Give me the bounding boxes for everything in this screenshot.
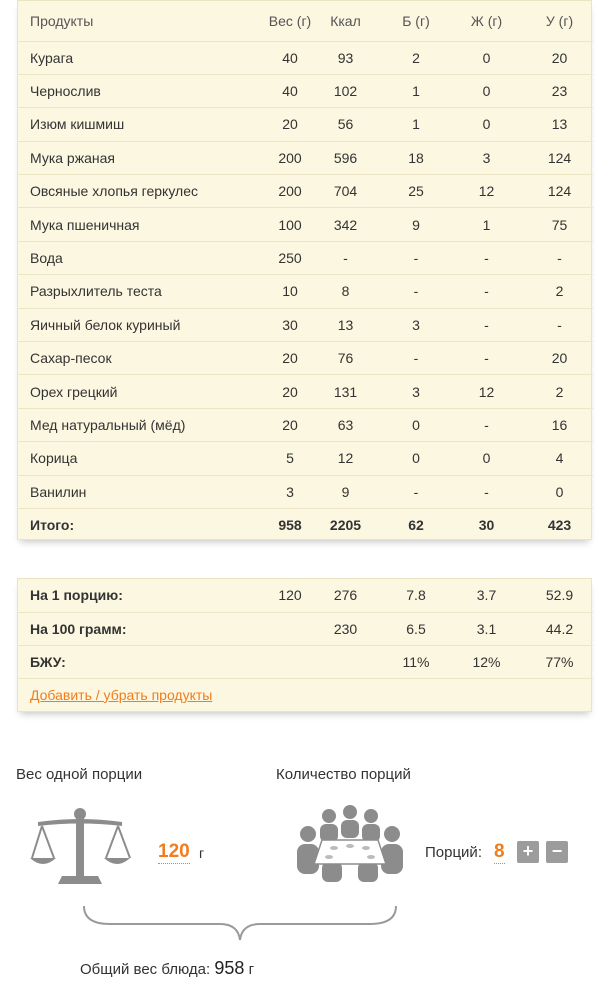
per-100g-label: На 100 грамм: xyxy=(18,612,232,645)
cell-weight: 200 xyxy=(232,141,318,174)
cell-weight: 10 xyxy=(232,275,318,308)
total-dish-weight-unit: г xyxy=(248,961,255,978)
cell-product-name: Ванилин xyxy=(18,475,232,508)
table-row xyxy=(18,208,593,241)
cell-fat: 3 xyxy=(459,141,514,174)
cell-weight: 200 xyxy=(232,175,318,208)
portion-weight-label: Вес одной порции xyxy=(16,766,143,783)
cell-weight: 100 xyxy=(232,208,318,241)
bju-empty-2 xyxy=(318,645,373,678)
cell-fat: - xyxy=(459,342,514,375)
cell-carbs: 20 xyxy=(514,342,593,375)
table-row xyxy=(18,308,593,341)
bju-fat: 12% xyxy=(459,645,514,678)
table-row xyxy=(18,74,593,107)
table-row xyxy=(18,41,593,74)
per-100g-kcal: 230 xyxy=(318,612,373,645)
cell-fat: 12 xyxy=(459,375,514,408)
nutrition-summary-card xyxy=(17,578,592,712)
decrease-servings-button[interactable]: − xyxy=(546,841,568,863)
cell-product-name: Корица xyxy=(18,442,232,475)
cell-product-name: Мука пшеничная xyxy=(18,208,232,241)
total-fat-cell: 30 xyxy=(478,517,495,534)
per-100g-carbs: 44.2 xyxy=(514,612,593,645)
cell-protein: 18 xyxy=(373,141,459,174)
servings-count-label: Количество порций xyxy=(276,766,411,783)
cell-kcal: 93 xyxy=(318,41,373,74)
header-weight: Вес (г) xyxy=(232,1,318,41)
cell-fat: 0 xyxy=(459,74,514,107)
table-header-row xyxy=(18,1,593,41)
cell-kcal: 13 xyxy=(318,308,373,341)
cell-carbs: 23 xyxy=(514,74,593,107)
curly-brace-icon xyxy=(80,904,400,944)
cell-kcal: 63 xyxy=(318,408,373,441)
header-kcal: Ккал xyxy=(318,1,373,41)
bju-row xyxy=(18,645,593,678)
cell-carbs: 124 xyxy=(514,141,593,174)
cell-product-name: Мед натуральный (мёд) xyxy=(18,408,232,441)
cell-protein: - xyxy=(373,275,459,308)
cell-fat: - xyxy=(459,475,514,508)
add-remove-products-link[interactable]: Добавить / убрать продукты xyxy=(30,686,213,703)
cell-fat: 0 xyxy=(459,41,514,74)
per-100g-fat: 3.1 xyxy=(459,612,514,645)
cell-protein: 0 xyxy=(373,408,459,441)
total-carbs-cell: 423 xyxy=(547,517,572,534)
cell-protein: 3 xyxy=(373,375,459,408)
cell-weight: 3 xyxy=(232,475,318,508)
table-row xyxy=(18,241,593,274)
table-row xyxy=(18,375,593,408)
cell-weight: 20 xyxy=(232,375,318,408)
cell-carbs: 13 xyxy=(514,108,593,141)
per-portion-carbs: 52.9 xyxy=(514,579,593,612)
cell-protein: 2 xyxy=(373,41,459,74)
cell-protein: 1 xyxy=(373,74,459,107)
table-row xyxy=(18,141,593,174)
total-dish-weight-label: Общий вес блюда: xyxy=(80,961,211,978)
cell-kcal: 12 xyxy=(318,442,373,475)
cell-weight: 5 xyxy=(232,442,318,475)
servings-count-text: Порций: xyxy=(425,844,482,861)
cell-kcal: 102 xyxy=(318,74,373,107)
cell-carbs: 4 xyxy=(514,442,593,475)
cell-kcal: 131 xyxy=(318,375,373,408)
cell-carbs: 124 xyxy=(514,175,593,208)
cell-product-name: Курага xyxy=(18,41,232,74)
per-portion-weight: 120 xyxy=(232,579,318,612)
total-protein-cell: 62 xyxy=(408,517,424,534)
cell-carbs: 0 xyxy=(514,475,593,508)
cell-fat: - xyxy=(459,275,514,308)
cell-weight: 30 xyxy=(232,308,318,341)
per-100g-protein: 6.5 xyxy=(373,612,459,645)
people-at-table-icon xyxy=(294,804,406,882)
per-100g-weight xyxy=(232,612,318,645)
per-portion-kcal: 276 xyxy=(318,579,373,612)
cell-carbs: 2 xyxy=(514,375,593,408)
cell-carbs: 20 xyxy=(514,41,593,74)
cell-product-name: Чернослив xyxy=(18,74,232,107)
cell-protein: 25 xyxy=(373,175,459,208)
cell-carbs: 16 xyxy=(514,408,593,441)
cell-kcal: 596 xyxy=(318,141,373,174)
cell-kcal: 9 xyxy=(318,475,373,508)
table-row xyxy=(18,175,593,208)
cell-fat: 12 xyxy=(459,175,514,208)
total-dish-weight-value: 958 xyxy=(214,958,245,978)
cell-kcal: 704 xyxy=(318,175,373,208)
cell-product-name: Вода xyxy=(18,241,232,274)
per-100g-row xyxy=(18,612,593,645)
per-portion-fat: 3.7 xyxy=(459,579,514,612)
table-row xyxy=(18,108,593,141)
table-row xyxy=(18,408,593,441)
cell-kcal: 342 xyxy=(318,208,373,241)
cell-carbs: - xyxy=(514,308,593,341)
summary-table xyxy=(18,579,593,711)
bju-protein: 11% xyxy=(373,645,459,678)
cell-protein: 0 xyxy=(373,442,459,475)
cell-weight: 20 xyxy=(232,408,318,441)
header-products: Продукты xyxy=(18,1,232,41)
cell-product-name: Изюм кишмиш xyxy=(18,108,232,141)
cell-fat: 1 xyxy=(459,208,514,241)
header-fat: Ж (г) xyxy=(459,1,514,41)
bju-empty-1 xyxy=(232,645,318,678)
cell-fat: 0 xyxy=(459,442,514,475)
cell-kcal: 8 xyxy=(318,275,373,308)
cell-product-name: Сахар-песок xyxy=(18,342,232,375)
cell-product-name: Яичный белок куриный xyxy=(18,308,232,341)
cell-fat: 0 xyxy=(459,108,514,141)
cell-product-name: Орех грецкий xyxy=(18,375,232,408)
cell-carbs: 2 xyxy=(514,275,593,308)
total-kcal-cell: 2205 xyxy=(329,517,362,534)
header-carbs: У (г) xyxy=(514,1,593,41)
per-portion-protein: 7.8 xyxy=(373,579,459,612)
servings-count-value[interactable]: 8 xyxy=(494,841,505,862)
cell-fat: - xyxy=(459,241,514,274)
cell-product-name: Мука ржаная xyxy=(18,141,232,174)
total-label: Итого: xyxy=(30,517,75,534)
table-row xyxy=(18,442,593,475)
cell-protein: - xyxy=(373,342,459,375)
scale-icon xyxy=(28,806,132,886)
cell-protein: 9 xyxy=(373,208,459,241)
total-dish-weight xyxy=(80,958,254,979)
cell-carbs: 75 xyxy=(514,208,593,241)
header-protein: Б (г) xyxy=(373,1,459,41)
bju-carbs: 77% xyxy=(514,645,593,678)
table-row xyxy=(18,342,593,375)
cell-kcal: - xyxy=(318,241,373,274)
cell-carbs: - xyxy=(514,241,593,274)
cell-product-name: Разрыхлитель теста xyxy=(18,275,232,308)
cell-product-name: Овсяные хлопья геркулес xyxy=(18,175,232,208)
table-row xyxy=(18,275,593,308)
portion-weight-value[interactable]: 120 xyxy=(158,841,190,862)
cell-fat: - xyxy=(459,408,514,441)
ingredients-table xyxy=(18,1,593,542)
cell-protein: 1 xyxy=(373,108,459,141)
bju-label: БЖУ: xyxy=(18,645,232,678)
cell-weight: 40 xyxy=(232,74,318,107)
cell-weight: 40 xyxy=(232,41,318,74)
cell-protein: - xyxy=(373,475,459,508)
increase-servings-button[interactable]: + xyxy=(517,841,539,863)
table-total-row xyxy=(18,508,593,541)
cell-weight: 20 xyxy=(232,342,318,375)
cell-kcal: 76 xyxy=(318,342,373,375)
add-products-row xyxy=(18,678,593,711)
per-portion-label: На 1 порцию: xyxy=(18,579,232,612)
per-portion-row xyxy=(18,579,593,612)
cell-kcal: 56 xyxy=(318,108,373,141)
cell-weight: 250 xyxy=(232,241,318,274)
cell-weight: 20 xyxy=(232,108,318,141)
cell-protein: 3 xyxy=(373,308,459,341)
portion-weight-unit: г xyxy=(199,845,205,861)
cell-protein: - xyxy=(373,241,459,274)
table-row xyxy=(18,475,593,508)
total-weight-cell: 958 xyxy=(278,517,302,534)
cell-fat: - xyxy=(459,308,514,341)
ingredients-table-card xyxy=(17,0,592,540)
